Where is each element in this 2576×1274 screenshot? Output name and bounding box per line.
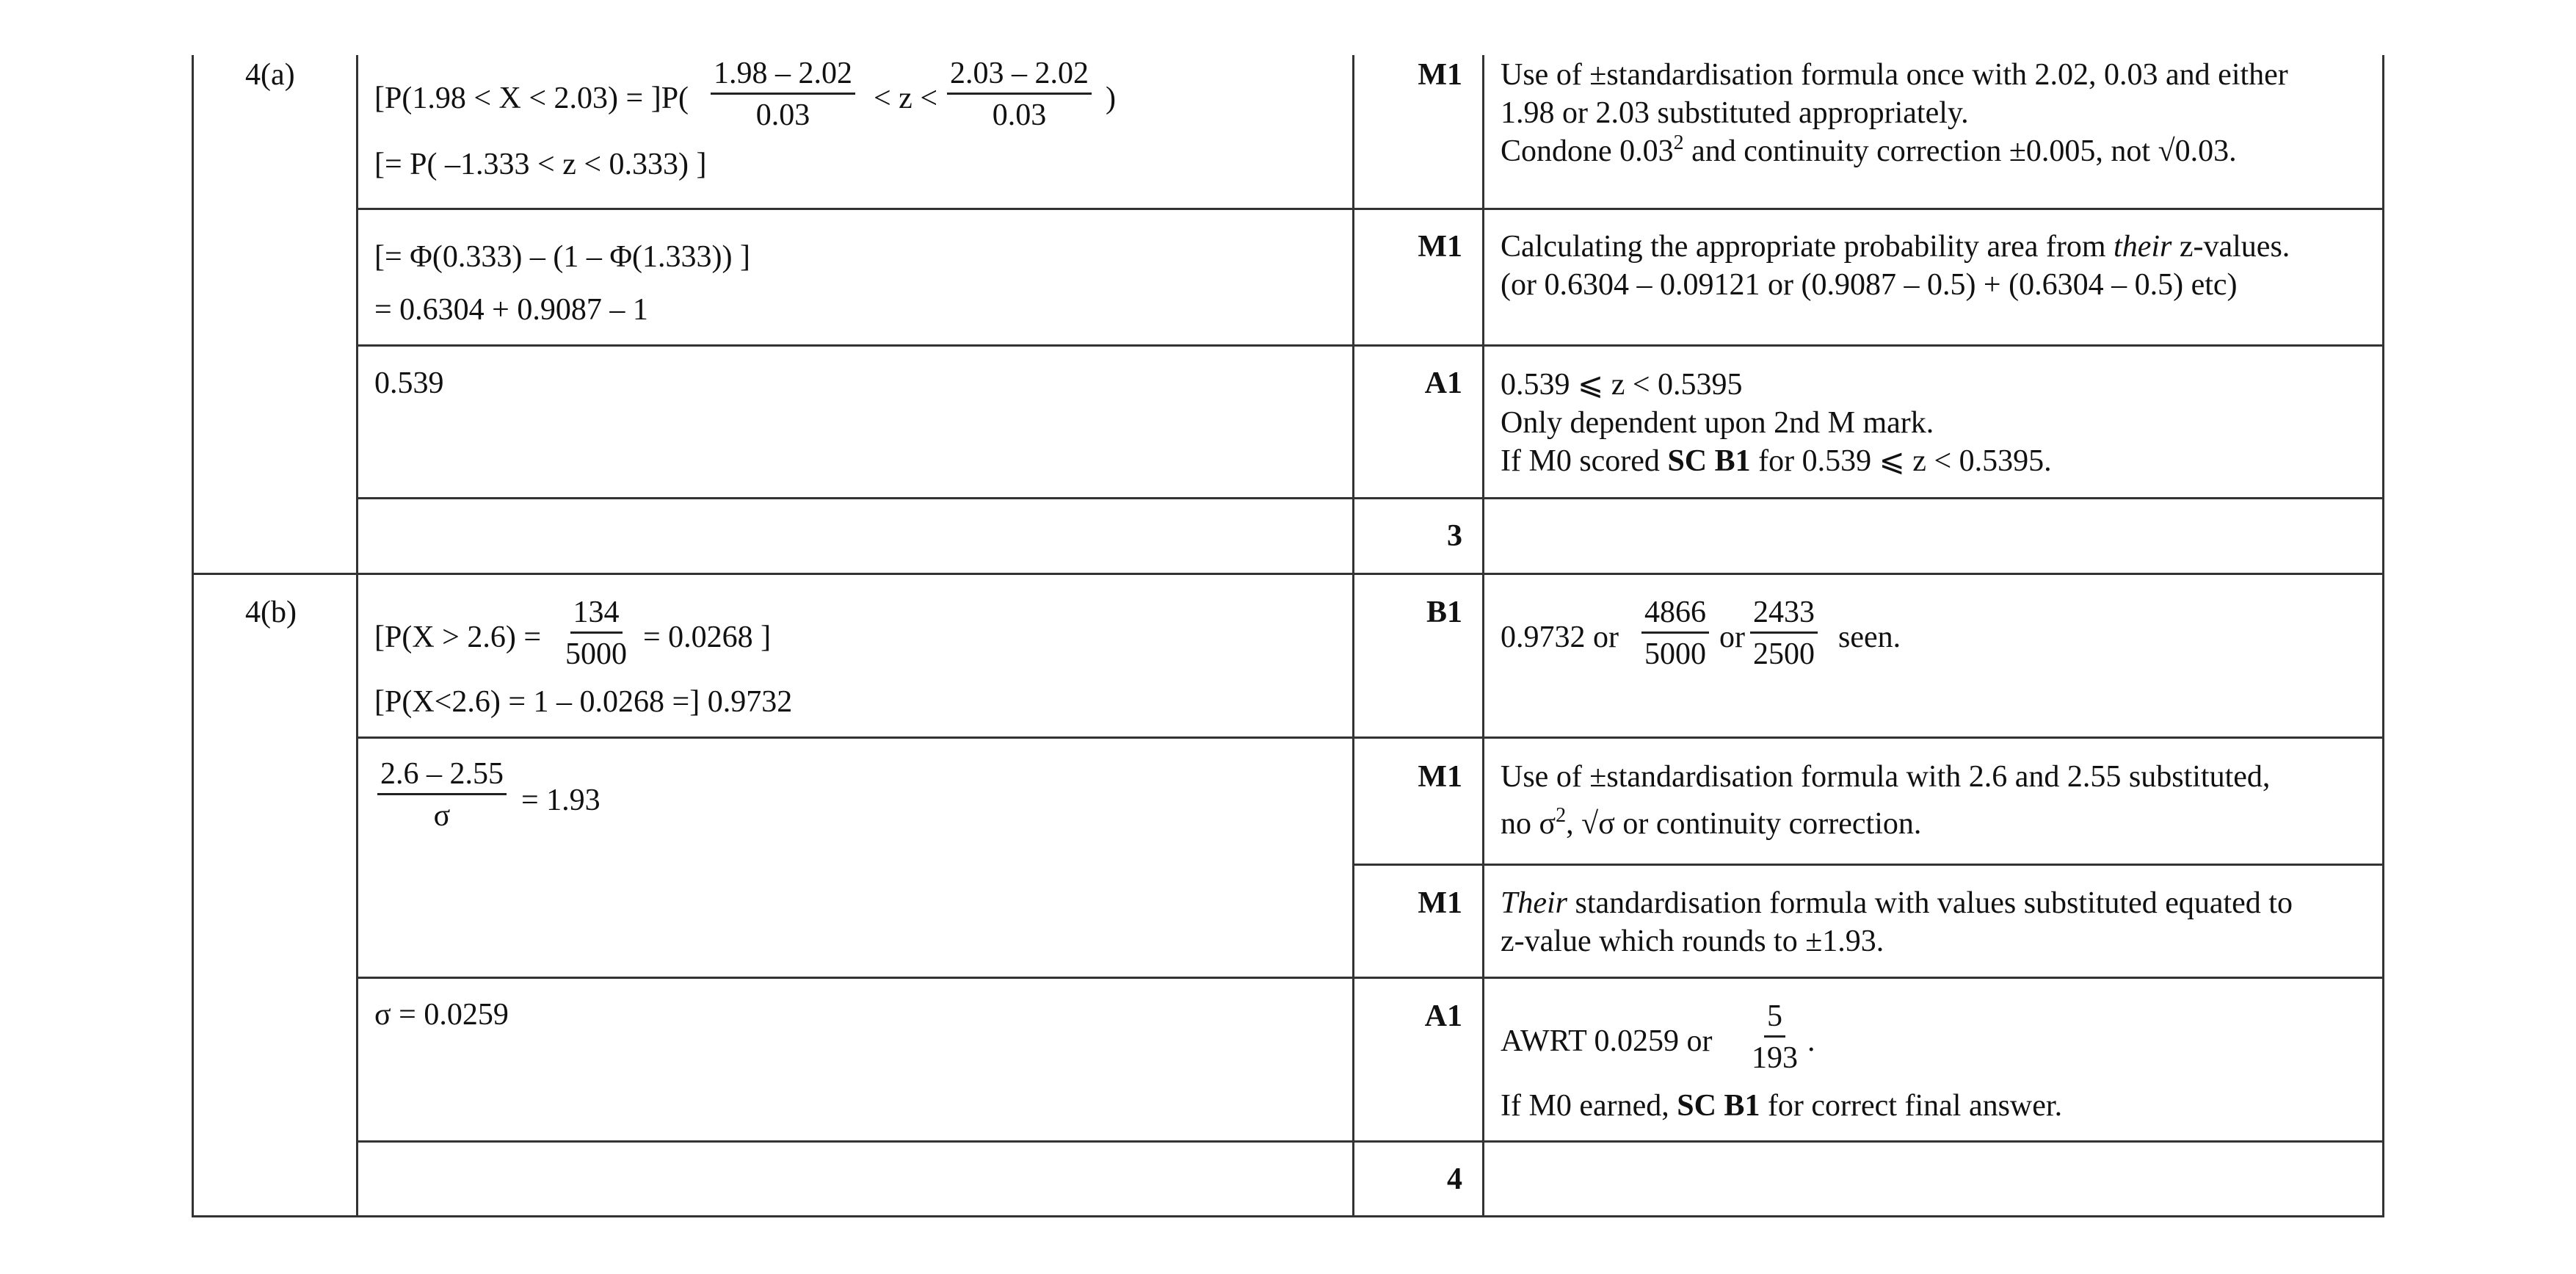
q4a-total-marks: 3 [1447, 519, 1462, 553]
q4a-row3-comment-3: If M0 scored SC B1 for 0.539 ⩽ z < 0.5395. [1501, 444, 2052, 478]
fraction-numerator: 2433 [1750, 595, 1818, 634]
q4a-work-close: ) [1106, 82, 1116, 115]
fraction-denominator: σ [433, 799, 451, 833]
q4b-row1-work-prefix: [P(X > 2.6) = [374, 620, 542, 654]
fraction-denominator: 5000 [565, 637, 627, 671]
fraction-numerator: 2.03 – 2.02 [947, 56, 1092, 95]
q4b-row2-mark-1: M1 [1418, 760, 1462, 794]
q4a-row1-comment-2: 1.98 or 2.03 substituted appropriately. [1501, 96, 1969, 130]
q4a-row3-work: 0.539 [374, 366, 444, 400]
table-border-bottom [192, 1215, 2384, 1217]
q4b-row1-mark: B1 [1426, 596, 1462, 629]
fraction-denominator: 193 [1752, 1041, 1798, 1075]
q4a-row2-work-2: = 0.6304 + 0.9087 – 1 [374, 293, 648, 327]
row-divider [356, 1140, 2384, 1143]
q4b-row1-work-suffix: = 0.0268 ] [643, 620, 772, 654]
q4a-work-mid: < z < [874, 82, 938, 115]
column-divider-mark [1352, 55, 1354, 1217]
q4b-row2-comment1-line1: Use of ±standardisation formula with 2.6 and 2.55 substituted, [1501, 760, 2271, 794]
q4b-row2-comment2-line1: Their standardisation formula with values substituted equated to [1501, 886, 2293, 920]
column-divider-work [356, 55, 358, 1217]
fraction-denominator: 0.03 [992, 98, 1047, 132]
row-divider [356, 208, 2384, 210]
q4a-row1-comment-3: Condone 0.03$^2$ and continuity correction ±0.005, not √0.03. [1501, 131, 2237, 168]
q4a-row1-comment-1: Use of ±standardisation formula once with 2.02, 0.03 and either [1501, 58, 2288, 92]
q4a-row3-mark: A1 [1424, 366, 1462, 400]
q4b-row3-work: σ = 0.0259 [374, 998, 509, 1032]
q4b-row2-comment1-line2: no $\sigma^2$, √σ or continuity correction. [1501, 804, 1922, 841]
q4a-row2-comment-2: (or 0.6304 – 0.09121 or (0.9087 – 0.5) + (0.6304 – 0.5) etc) [1501, 268, 2238, 302]
q4a-row3-comment-2: Only dependent upon 2nd M mark. [1501, 406, 1934, 440]
q4a-fraction-2 [947, 56, 1092, 133]
row-divider [356, 497, 2384, 499]
fraction-numerator: 1.98 – 2.02 [711, 56, 855, 95]
fraction-numerator: 5 [1764, 999, 1785, 1038]
question-divider [192, 573, 2384, 575]
fraction-numerator: 134 [570, 595, 623, 634]
q4a-row1-mark: M1 [1418, 58, 1462, 92]
row-divider [356, 344, 2384, 347]
row-divider [356, 736, 2384, 739]
fraction-numerator: 4866 [1641, 595, 1709, 634]
fraction-numerator: 2.6 – 2.55 [377, 756, 507, 795]
fraction-denominator: 0.03 [755, 98, 810, 132]
q4b-row1-fraction [562, 595, 630, 672]
q4b-row1-comment-pre: 0.9732 or [1501, 620, 1619, 654]
fraction-denominator: 2500 [1753, 637, 1815, 671]
q4b-row1-comment-or: or [1719, 620, 1745, 654]
question-label-4a: 4(a) [245, 58, 295, 92]
q4b-row1-comment-fraction-2 [1750, 595, 1818, 672]
q4a-row2-mark: M1 [1418, 230, 1462, 264]
q4b-row1-comment-fraction-1 [1641, 595, 1709, 672]
q4b-row2-mark-2: M1 [1418, 886, 1462, 920]
question-label-4b: 4(b) [245, 596, 297, 629]
q4b-row3-comment-line2: If M0 earned, SC B1 for correct final answer. [1501, 1089, 2063, 1123]
q4b-row1-comment-post: seen. [1838, 620, 1901, 654]
q4b-row3-mark: A1 [1424, 999, 1462, 1033]
q4b-row1-work-line2: [P(X<2.6) = 1 – 0.0268 =] 0.9732 [374, 685, 793, 719]
q4b-total-marks: 4 [1447, 1162, 1462, 1196]
q4b-row3-comment-dot: . [1807, 1024, 1815, 1058]
q4a-row2-comment-1: Calculating the appropriate probability area from their z-values. [1501, 230, 2290, 264]
fraction-denominator: 5000 [1644, 637, 1706, 671]
q4b-row2-work-suffix: = 1.93 [521, 783, 601, 817]
table-border-right [2382, 55, 2384, 1217]
row-divider [356, 977, 2384, 979]
q4b-row2-fraction [377, 756, 507, 833]
q4b-row3-comment-pre: AWRT 0.0259 or [1501, 1024, 1713, 1058]
q4b-row3-comment-fraction [1749, 999, 1801, 1076]
row-divider [1352, 864, 2384, 866]
q4b-row2-comment2-line2: z-value which rounds to ±1.93. [1501, 924, 1884, 958]
q4a-work-line2: [= P( –1.333 < z < 0.333) ] [374, 148, 707, 181]
q4a-row2-work-1: [= Φ(0.333) – (1 – Φ(1.333)) ] [374, 240, 750, 274]
q4a-work-prefix: [P(1.98 < X < 2.03) = ]P( [374, 82, 689, 115]
table-border-left [192, 55, 194, 1217]
column-divider-comment [1482, 55, 1484, 1217]
q4a-row3-comment-1: 0.539 ⩽ z < 0.5395 [1501, 368, 1743, 402]
q4a-fraction-1 [711, 56, 855, 133]
